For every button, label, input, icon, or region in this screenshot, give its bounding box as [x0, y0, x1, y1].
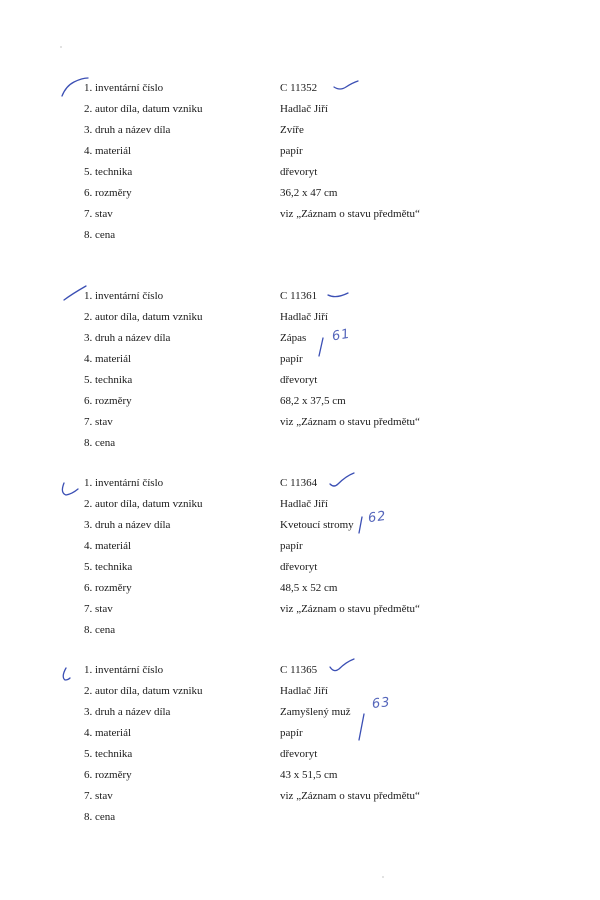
label-dimensions: 6. rozměry [84, 769, 132, 781]
row-author [0, 494, 600, 514]
value-title: Zvíře [280, 124, 304, 136]
row-price [0, 433, 600, 453]
label-dimensions: 6. rozměry [84, 582, 132, 594]
row-condition [0, 599, 600, 619]
row-technique [0, 744, 600, 764]
value-condition: viz „Záznam o stavu předmětu“ [280, 208, 420, 220]
value-material: papír [280, 727, 303, 739]
row-price [0, 225, 600, 245]
value-condition: viz „Záznam o stavu předmětu“ [280, 603, 420, 615]
label-technique: 5. technika [84, 748, 133, 760]
value-condition: viz „Záznam o stavu předmětu“ [280, 790, 420, 802]
row-dimensions [0, 765, 600, 785]
value-title: Zápas [280, 332, 307, 344]
row-inventory-no [0, 286, 600, 306]
value-dimensions: 68,2 x 37,5 cm [280, 395, 346, 407]
row-material [0, 141, 600, 161]
row-inventory-no [0, 660, 600, 680]
label-title: 3. druh a název díla [84, 519, 171, 531]
value-technique: dřevoryt [280, 374, 318, 386]
handwritten-note-63: 63 [371, 695, 392, 712]
label-price: 8. cena [84, 811, 116, 823]
label-price: 8. cena [84, 624, 116, 636]
value-title: Zamyšlený muž [280, 706, 351, 718]
label-title: 3. druh a název díla [84, 706, 171, 718]
scan-speck [60, 46, 62, 48]
value-inventory-no: C 11352 [280, 82, 318, 94]
label-condition: 7. stav [84, 603, 113, 615]
row-price [0, 807, 600, 827]
row-author [0, 307, 600, 327]
value-author: Hadlač Jiří [280, 311, 328, 323]
row-author [0, 99, 600, 119]
label-author: 2. autor díla, datum vzniku [84, 685, 203, 697]
row-material [0, 536, 600, 556]
row-technique [0, 370, 600, 390]
row-condition [0, 204, 600, 224]
row-dimensions [0, 183, 600, 203]
label-price: 8. cena [84, 229, 116, 241]
row-title [0, 515, 600, 535]
label-inventory-no: 1. inventární číslo [84, 477, 164, 489]
value-material: papír [280, 353, 303, 365]
handwritten-note-62: 62 [367, 508, 388, 527]
label-title: 3. druh a název díla [84, 332, 171, 344]
row-dimensions [0, 578, 600, 598]
value-author: Hadlač Jiří [280, 103, 328, 115]
value-technique: dřevoryt [280, 561, 318, 573]
label-material: 4. materiál [84, 145, 132, 157]
row-inventory-no [0, 78, 600, 98]
label-material: 4. materiál [84, 353, 132, 365]
label-author: 2. autor díla, datum vzniku [84, 103, 203, 115]
row-title [0, 120, 600, 140]
label-dimensions: 6. rozměry [84, 187, 132, 199]
value-author: Hadlač Jiří [280, 498, 328, 510]
row-material [0, 349, 600, 369]
label-inventory-no: 1. inventární číslo [84, 290, 164, 302]
row-technique [0, 162, 600, 182]
value-dimensions: 48,5 x 52 cm [280, 582, 338, 594]
row-inventory-no [0, 473, 600, 493]
label-condition: 7. stav [84, 416, 113, 428]
label-material: 4. materiál [84, 727, 132, 739]
value-inventory-no: C 11365 [280, 664, 318, 676]
value-dimensions: 43 x 51,5 cm [280, 769, 338, 781]
row-price [0, 620, 600, 640]
label-price: 8. cena [84, 437, 116, 449]
value-condition: viz „Záznam o stavu předmětu“ [280, 416, 420, 428]
label-condition: 7. stav [84, 208, 113, 220]
label-author: 2. autor díla, datum vzniku [84, 498, 203, 510]
value-material: papír [280, 540, 303, 552]
value-author: Hadlač Jiří [280, 685, 328, 697]
row-author [0, 681, 600, 701]
row-technique [0, 557, 600, 577]
value-dimensions: 36,2 x 47 cm [280, 187, 338, 199]
value-title: Kvetoucí stromy [280, 519, 354, 531]
row-condition [0, 786, 600, 806]
row-title [0, 702, 600, 722]
handwritten-note-61: 61 [330, 326, 352, 345]
label-technique: 5. technika [84, 561, 133, 573]
label-author: 2. autor díla, datum vzniku [84, 311, 203, 323]
value-inventory-no: C 11364 [280, 477, 318, 489]
row-material [0, 723, 600, 743]
row-title [0, 328, 600, 348]
label-condition: 7. stav [84, 790, 113, 802]
label-technique: 5. technika [84, 374, 133, 386]
value-technique: dřevoryt [280, 166, 318, 178]
value-inventory-no: C 11361 [280, 290, 318, 302]
value-material: papír [280, 145, 303, 157]
label-dimensions: 6. rozměry [84, 395, 132, 407]
label-technique: 5. technika [84, 166, 133, 178]
label-inventory-no: 1. inventární číslo [84, 664, 164, 676]
label-material: 4. materiál [84, 540, 132, 552]
label-title: 3. druh a název díla [84, 124, 171, 136]
label-inventory-no: 1. inventární číslo [84, 82, 164, 94]
value-technique: dřevoryt [280, 748, 318, 760]
row-dimensions [0, 391, 600, 411]
row-condition [0, 412, 600, 432]
scan-speck [382, 876, 384, 878]
